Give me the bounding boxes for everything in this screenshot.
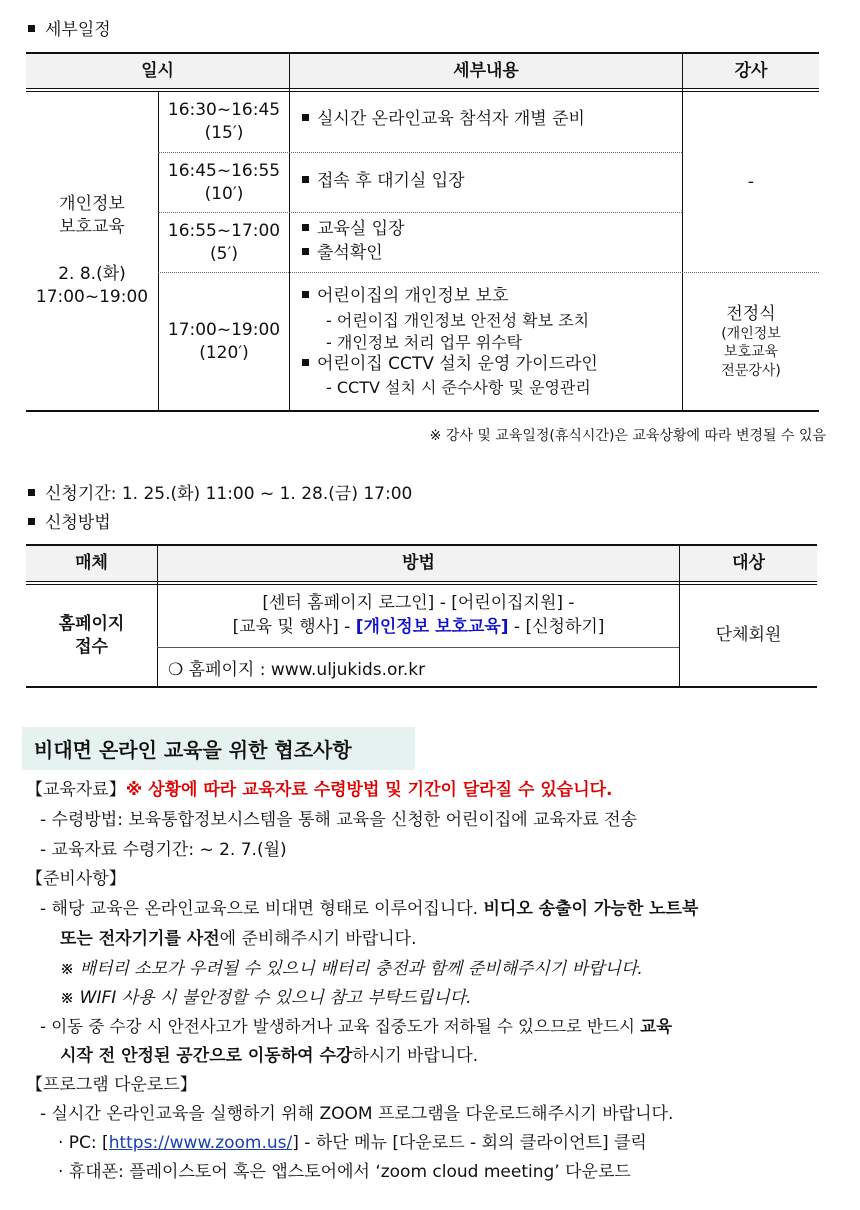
- content-item: 접속 후 대기실 입장: [302, 170, 465, 194]
- download-item: - 실시간 온라인교육을 실행하기 위해 ZOOM 프로그램을 다운로드해주시기 바랍니다.: [40, 1104, 674, 1124]
- content-item: 실시간 온라인교육 참석자 개별 준비: [302, 108, 585, 132]
- prep-item: - 해당 교육은 온라인교육으로 비대면 형태로 이루어집니다. 비디오 송출이 가능한 노트북: [40, 899, 699, 919]
- prep-item: - 이동 중 수강 시 안전사고가 발생하거나 교육 집중도가 저하될 수 있으므로 반드시 교육: [40, 1017, 673, 1036]
- zoom-link[interactable]: https://www.zoom.us/: [108, 1133, 293, 1153]
- download-mobile: · 휴대폰: 플레이스토어 혹은 앱스토어에서 ‘zoom cloud meeting’ 다운로드: [58, 1162, 631, 1182]
- schedule-note: ※ 강사 및 교육일정(휴식시간)은 교육상황에 따라 변경될 수 있음: [429, 428, 826, 444]
- content-subitem: - 개인정보 처리 업무 위수탁: [326, 333, 523, 352]
- col-lecturer-header: 강사: [734, 60, 768, 81]
- content-item: 출석확인: [302, 242, 383, 266]
- col-content-header: 세부내용: [453, 60, 519, 81]
- program-cell: 개인정보 보호교육 2. 8.(화) 17:00~19:00: [35, 194, 149, 307]
- time-cell: 16:55~17:00 (5′): [167, 220, 281, 264]
- col-media-header: 매체: [75, 553, 108, 574]
- content-subitem: - 어린이집 개인정보 안전성 확보 조치: [326, 311, 590, 330]
- prep-note: ※ 배터리 소모가 우려될 수 있으니 배터리 충전과 함께 준비해주시기 바랍니다.: [60, 959, 643, 979]
- material-header: 【교육자료】※ 상황에 따라 교육자료 수령방법 및 기간이 달라질 수 있습니다.: [26, 780, 613, 800]
- col-target-header: 대상: [732, 553, 765, 574]
- time-cell: 16:30~16:45 (15′): [167, 100, 281, 143]
- media-cell: 홈페이지 접수: [58, 613, 125, 657]
- schedule-heading: 세부일정: [28, 15, 111, 40]
- material-item: - 교육자료 수령기간: ~ 2. 7.(월): [40, 840, 287, 860]
- prep-item-cont: 또는 전자기기를 사전에 준비해주시기 바랍니다.: [60, 929, 417, 949]
- content-item: 어린이집의 개인정보 보호: [302, 285, 508, 309]
- material-item: - 수령방법: 보육통합정보시스템을 통해 교육을 신청한 어린이집에 교육자료 전송: [40, 810, 638, 830]
- col-method-header: 방법: [402, 553, 435, 574]
- content-subitem: - CCTV 설치 시 준수사항 및 운영관리: [326, 378, 591, 397]
- content-item: 교육실 입장: [302, 218, 405, 242]
- download-header: 【프로그램 다운로드】: [26, 1075, 197, 1095]
- time-cell: 16:45~16:55 (10′): [167, 160, 281, 204]
- lecturer-dash: -: [747, 171, 755, 192]
- prep-header: 【준비사항】: [26, 869, 126, 889]
- col-time-header: 일시: [141, 60, 174, 81]
- method-path: [센터 홈페이지 로그인] - [어린이집지원] - [교육 및 행사] - [개인정보 보호교육] - [신청하기]: [232, 593, 605, 637]
- homepage-url[interactable]: ❍ 홈페이지 : www.uljukids.or.kr: [168, 660, 426, 680]
- time-cell: 17:00~19:00 (120′): [167, 319, 281, 363]
- prep-item-cont: 시작 전 안정된 공간으로 이동하여 수강하시기 바랍니다.: [60, 1046, 479, 1066]
- coop-title: 비대면 온라인 교육을 위한 협조사항: [22, 727, 415, 770]
- download-pc: · PC: [https://www.zoom.us/] - 하단 메뉴 [다운로드 - 회의 클라이언트] 클릭: [58, 1133, 647, 1153]
- lecturer-cell: 전정식 (개인정보 보호교육 전문강사): [721, 304, 781, 379]
- target-cell: 단체회원: [715, 625, 782, 646]
- prep-note: ※ WIFI 사용 시 불안정할 수 있으니 참고 부탁드립니다.: [60, 988, 472, 1008]
- apply-period: 신청기간: 1. 25.(화) 11:00 ~ 1. 28.(금) 17:00: [28, 479, 412, 504]
- apply-method-heading: 신청방법: [28, 508, 111, 533]
- content-item: 어린이집 CCTV 설치 운영 가이드라인: [302, 353, 598, 377]
